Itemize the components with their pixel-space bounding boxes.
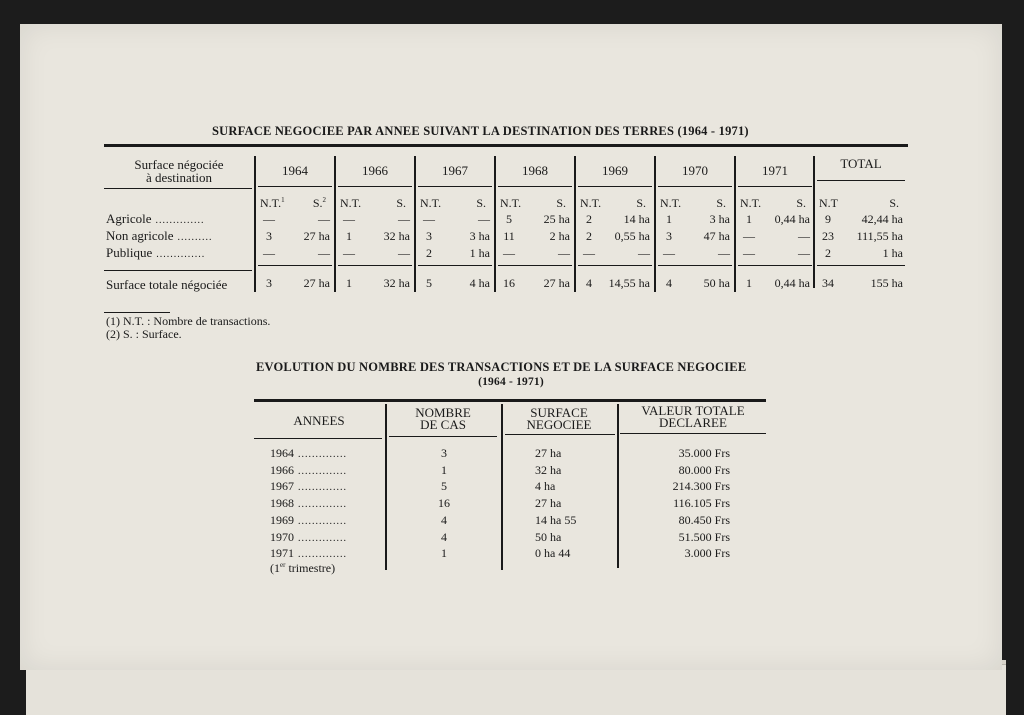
table1-sub-s: S. (716, 196, 726, 210)
table2-valeur: 80.000 Frs (678, 462, 730, 477)
table1-cell-nt: — (423, 212, 435, 226)
table1-total-rule (738, 265, 812, 266)
table1-cell-s: — (798, 246, 810, 260)
table1-sub-nt: N.T. (580, 196, 602, 210)
table2-col-annees: ANNEES (293, 413, 345, 428)
table1-cell-s: — (318, 212, 330, 226)
table1-sub-nt: N.T. (740, 196, 762, 210)
table1-cell-s: 0,55 ha (614, 229, 650, 243)
table2-surface: 27 ha (535, 496, 562, 511)
table2-year: 1964 .............. (270, 446, 347, 460)
table1-cell-nt: 1 (666, 212, 672, 226)
table1-year-rule (418, 186, 492, 187)
table2-valeur: 35.000 Frs (678, 446, 730, 460)
table1-cell-s: — (398, 246, 410, 260)
table2-valeur: 51.500 Frs (678, 529, 730, 544)
table1-year-header: 1964 (282, 163, 308, 178)
table1-cell-s: 1 ha (469, 246, 490, 260)
table1-cell-s: 111,55 ha (856, 229, 903, 243)
table1-cell-s: — (638, 246, 650, 260)
table1-row-header-line1: Surface négociée (134, 157, 224, 172)
table1-cell-nt: 2 (586, 212, 592, 226)
table1-sub-nt: N.T. (500, 196, 522, 210)
footnote-1: (1) N.T. : Nombre de transactions. (106, 314, 271, 328)
table2-cas: 4 (441, 512, 447, 527)
table1-row-label: Agricole .............. (106, 211, 205, 226)
table1-total-s: 4 ha (469, 276, 490, 290)
table1-year-header: 1967 (442, 163, 468, 178)
table2-col-nombre-1: NOMBRE (415, 405, 471, 420)
table2-col-valeur-2: DECLAREE (659, 415, 727, 430)
table1-cell-nt: 3 (426, 229, 432, 243)
table1-sub-s: S.$^2$ (312, 196, 326, 210)
table1-year-header: 1969 (602, 163, 628, 178)
table1-year-rule (658, 186, 732, 187)
table1-sub-nt: N.T. (340, 196, 362, 210)
table1-total-s: 50 ha (703, 276, 730, 290)
table2-surface: 32 ha (535, 462, 562, 477)
table2-cas: 1 (441, 462, 447, 477)
table2-year: 1968 .............. (270, 496, 347, 511)
table1-cell-nt: 2 (426, 246, 432, 260)
table1-year-header: 1966 (362, 163, 388, 178)
table1-cell-s: 2 ha (549, 229, 570, 243)
table1-cell-s: 27 ha (303, 229, 330, 243)
table2-year: 1967 .............. (270, 479, 347, 494)
table1-year-rule (258, 186, 332, 187)
table2-surface: 50 ha (535, 529, 562, 544)
table1-cell-nt: 3 (666, 229, 672, 243)
table1-cell-s: — (798, 229, 810, 243)
table1-sub-nt: N.T. (660, 196, 682, 210)
table1-year-header: 1968 (522, 163, 548, 178)
table1-cell-nt: — (663, 246, 675, 260)
table1-total-s: 32 ha (383, 276, 410, 290)
table1-cell-nt: — (263, 212, 275, 226)
table2-surface: 14 ha 55 (535, 512, 577, 527)
table2-cas: 1 (441, 546, 447, 561)
table1-cell-nt: 5 (506, 212, 512, 226)
table1-row-header-line2: à destination (145, 170, 213, 185)
table1-sub-s: S. (636, 196, 646, 210)
next-page (26, 664, 1006, 715)
table2-header-rule-3 (505, 434, 615, 435)
table1-cell-nt: 1 (346, 229, 352, 243)
table1-total-nt: 1 (346, 276, 352, 290)
table1-total-rule (578, 265, 652, 266)
table2-header-rule-1 (254, 438, 382, 439)
table1-cell-nt: — (583, 246, 595, 260)
table2-top-rule (254, 399, 766, 402)
table1-cell-s: 1 ha (882, 246, 903, 260)
table1-total-rule (498, 265, 572, 266)
table2-year: 1970 .............. (270, 529, 347, 544)
footnote-2: (2) S. : Surface. (106, 327, 182, 341)
table1-total-s: 27 ha (303, 276, 330, 290)
table1-total-s: 0,44 ha (774, 276, 810, 290)
table1-total-rule (658, 265, 732, 266)
table2-cas: 3 (441, 446, 447, 460)
table2-valeur: 116.105 Frs (673, 496, 730, 511)
table1-cell-nt: 11 (503, 229, 515, 243)
table2-divider-1 (385, 404, 387, 570)
table1-cell-nt: 23 (822, 229, 834, 243)
table1-total-nt: 4 (586, 276, 592, 290)
table1-sub-nt: N.T. (420, 196, 442, 210)
table1-cell-nt: — (503, 246, 515, 260)
table2-surface: 27 ha (535, 446, 562, 460)
table1-header-rule (104, 188, 252, 189)
table1-cell-nt: — (743, 246, 755, 260)
table1-total-nt: 3 (266, 276, 272, 290)
table1-cell-nt: 2 (825, 246, 831, 260)
table1-cell-s: 3 ha (469, 229, 490, 243)
table1-sub-s: S. (396, 196, 406, 210)
table1-total-s: 14,55 ha (608, 276, 650, 290)
table1-sub-s: S. (889, 196, 899, 210)
table2-col-surface-2: NEGOCIEE (526, 417, 592, 432)
table1-total-nt: 1 (746, 276, 752, 290)
table1-cell-s: 42,44 ha (861, 212, 903, 226)
table1-sub-s: S. (556, 196, 566, 210)
table2-cas: 4 (441, 529, 447, 544)
table1-cell-s: 14 ha (623, 212, 650, 226)
table2-valeur: 214.300 Frs (672, 479, 730, 494)
table1-cell-nt: — (263, 246, 275, 260)
table1-total-nt: 16 (503, 276, 515, 290)
table1-total-nt: 4 (666, 276, 672, 290)
table1-total-nt: 5 (426, 276, 432, 290)
table1-sub-s: S. (796, 196, 806, 210)
table2-col-surface-1: SURFACE (530, 405, 588, 420)
table1-year-rule (578, 186, 652, 187)
table2-year: 1969 .............. (270, 512, 347, 527)
table1-total-rule (418, 265, 492, 266)
table1-cell-nt: — (343, 212, 355, 226)
table1-sub-s: S. (476, 196, 486, 210)
table1-cell-nt: 1 (746, 212, 752, 226)
table1-cell-s: 3 ha (709, 212, 730, 226)
table1-total-label: Surface totale négociée (106, 277, 228, 292)
table1-year-rule (498, 186, 572, 187)
table1-cell-nt: 2 (586, 229, 592, 243)
table1-sub-nt: N.T (819, 196, 838, 210)
table1-year-header: 1971 (762, 163, 788, 178)
table2-valeur: 80.450 Frs (678, 512, 730, 527)
table1-total-s: 27 ha (543, 276, 570, 290)
table1-cell-s: — (718, 246, 730, 260)
table1-year-header: TOTAL (840, 156, 882, 171)
table1-cell-s: — (398, 212, 410, 226)
table1-year-rule (338, 186, 412, 187)
table2-cas: 5 (441, 479, 447, 494)
table1-row-label: Publique .............. (106, 245, 206, 260)
table2-year: 1966 .............. (270, 462, 347, 477)
table2-col-nombre-2: DE CAS (420, 417, 466, 432)
document-page (20, 24, 1002, 670)
table1-cell-s: — (478, 212, 490, 226)
table2-title-line2: (1964 - 1971) (478, 376, 544, 388)
table1-cell-s: — (318, 246, 330, 260)
table1-cell-nt: 9 (825, 212, 831, 226)
table1-cell-s: 25 ha (543, 212, 570, 226)
table1-total-s: 155 ha (870, 276, 903, 290)
table1-total-rule (817, 265, 905, 266)
table2-surface: 0 ha 44 (535, 546, 571, 561)
table1-total-nt: 34 (822, 276, 834, 290)
table1-total-rule (104, 270, 252, 271)
table1-cell-s: — (558, 246, 570, 260)
table1-top-rule (104, 144, 908, 147)
table2-cas: 16 (438, 496, 450, 511)
footnote-rule (104, 312, 170, 313)
table2-trimestre-note: (1er trimestre) (270, 561, 336, 575)
table2-divider-2 (501, 404, 503, 570)
table1-year-rule (738, 186, 812, 187)
table2-header-rule-2 (389, 436, 497, 437)
table2-valeur: 3.000 Frs (684, 546, 730, 561)
table2-surface: 4 ha (535, 479, 556, 494)
table1-total-rule (338, 265, 412, 266)
table2-col-valeur-1: VALEUR TOTALE (641, 403, 745, 418)
table1-title: SURFACE NEGOCIEE PAR ANNEE SUIVANT LA DESTINATION DES TERRES (1964 - 1971) (212, 124, 749, 138)
table1-cell-nt: 3 (266, 229, 272, 243)
table1-sub-nt: N.T.$^1$ (260, 196, 285, 210)
table1-year-header: 1970 (682, 163, 708, 178)
table2-year: 1971 .............. (270, 546, 347, 561)
table1-total-rule (258, 265, 332, 266)
table1-cell-nt: — (343, 246, 355, 260)
table1-cell-s: 0,44 ha (774, 212, 810, 226)
table2-divider-3 (617, 404, 619, 568)
table1-year-rule (817, 180, 905, 181)
table2-title-line1: EVOLUTION DU NOMBRE DES TRANSACTIONS ET DE LA SURFACE NEGOCIEE (256, 360, 747, 374)
table2-header-rule-4 (620, 433, 766, 434)
table1-cell-s: 47 ha (703, 229, 730, 243)
table1-row-label: Non agricole .......... (106, 228, 213, 243)
table1-cell-nt: — (743, 229, 755, 243)
table1-cell-s: 32 ha (383, 229, 410, 243)
